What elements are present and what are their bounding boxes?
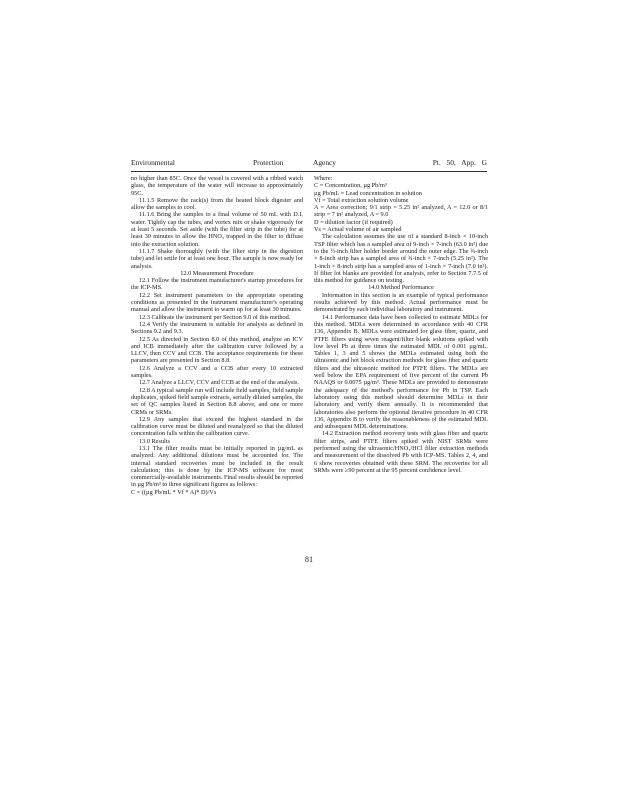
page-number: 81 [304, 555, 314, 564]
paragraph: 12.3 Calibrate the instrument per Section 9.0 of this method. [139, 313, 291, 321]
paragraph: 12.1 Follow the instrument manufacturer's startup procedures for the ICP-MS. [131, 277, 303, 292]
paragraph: A = Area correction; 9/1 strip = 5.25 in² analyzed, A = 12.0 or 8/1 strip = 7 in² analyzed, A = 9.0 [314, 204, 488, 219]
left-text-column [131, 175, 303, 496]
paragraph: no higher than 85C. Once the vessel is covered with a ribbed watch glass, the temperature of the water will increase to approximately 95C. [131, 175, 303, 197]
paragraph: Information in this section is an example of typical performance results achieved by this method. Actual performance must be demonstrated by each individual laboratory and instrument. [314, 291, 488, 314]
header-agency-a: Environmental [131, 158, 175, 167]
paragraph: 12.0 Measurement Procedure [180, 269, 254, 277]
paragraph: 14.2 Extraction method recovery tests with glass fiber and quartz filter strips, and PTFE filters spiked with NIST SRMs were performed using the ultrasonic/HNO₃/HCl filter extraction methods and measurement of the dissolved Pb with ICP-MS. Tables 2, 4, and 6 show recoveries obtained with these SRM. The recoveries for all SRMs were ≥90 percent at the 95 percent confidence level. [314, 430, 488, 474]
paragraph: 14.1 Performance data have been collected to estimate MDLs for this method. MDLs were determined in accordance with 40 CFR 136, Appendix B. MDLs were estimated for glass fiber, quartz, and PTFE filters using seven reagent/filter blank solutions spiked with low level Pb at three times the estimated MDL of 0.001 µg/mL. Tables 1, 3 and 5 shows the MDLs estimated using both the ultrasonic and hot block extraction methods for glass fiber and quartz filters and the ultrasonic method for PTFE filters. The MDLs are well below the EPA requirement of five percent of the current Pb NAAQS or 0.0075 µg/m³. These MDLs are provided to demonstrate the adequacy of the method's performance for Pb in TSP. Each laboratory using this method should determine MDLs in their laboratory and verify them annually. It is recommended that laboratories also perform the optional iterative procedure in 40 CFR 136, Appendix B to verify the reasonableness of the estimated MDL and subsequent MDL determinations. [314, 313, 488, 431]
running-header [131, 157, 487, 169]
header-rule [131, 171, 487, 172]
paragraph: Vs = Actual volume of air sampled [314, 226, 402, 234]
paragraph: 13.0 Results [139, 437, 170, 445]
paragraph: 13.1 The filter results must be initially reported in µg/mL as analyzed. Any additional dilutions must be accounted for. The internal standard recoveries must be included in the result calculation; this is done by the ICP-MS software for most commercially-available instruments. Final results should be reported in µg Pb/m³ to three significant figures as follows: [131, 444, 303, 489]
paragraph: 12.8 A typical sample run will include field samples, field sample duplicates, spiked field sample extracts, serially diluted samples, the set of QC samples listed in Section 8.8 above, and one or more CRMs or SRMs. [131, 386, 303, 416]
paragraph: µg Pb/mL = Lead concentration in solution [314, 189, 422, 197]
paragraph: 12.7 Analyze a LLCV, CCV and CCB at the end of the analysis. [139, 379, 299, 387]
paragraph: 12.9 Any samples that exceed the highest standard in the calibration curve must be diluted and reanalyzed so that the diluted concentration falls within the calibration curve. [131, 415, 303, 438]
paragraph: Vf = Total extraction solution volume [314, 196, 409, 204]
paragraph: C = Concentration, µg Pb/m³ [314, 182, 387, 190]
paragraph: 12.6 Analyze a CCV and a CCB after every 10 extracted samples. [131, 364, 303, 380]
paragraph: C = ((µg Pb/mL * Vf * A)* D)/Vs [131, 488, 217, 496]
header-agency-b: Protection [253, 158, 284, 167]
paragraph: Where: [314, 175, 333, 182]
paragraph: 14.0 Method Performance [368, 284, 434, 292]
header-agency-c: Agency [313, 158, 336, 167]
paragraph: D = dilution factor (if required) [314, 218, 393, 226]
right-text-column [314, 175, 488, 474]
paragraph: 11.1.5 Remove the rack(s) from the heated block digester and allow the samples to cool. [131, 196, 303, 212]
paragraph: 12.5 As directed in Section 8.0 of this method, analyze an ICV and ICB immediately after the calibration curve followed by a LLCV, then CCV and CCB. The acceptance requirements for these parameters are presented in Section 8.8. [131, 335, 303, 365]
paragraph: The calculation assumes the use of a standard 8-inch × 10-inch TSP filter which has a sampled area of 9-inch × 7-inch (63.0 in²) due to the ½-inch filter holder border around the outer edge. The ¾-inch × 8-inch strip has a sampled area of ¾-inch × 7-inch (5.25 in²). The 1-inch × 8-inch strip has a sampled area of 1-inch × 7-inch (7.0 in²). If filter lot blanks are provided for analysis, refer to Section 7.7.5 of this method for guidance on testing. [314, 233, 488, 285]
paragraph: 11.1.7 Shake thoroughly (with the filter strip in the digestion tube) and let settle for at least one hour. The sample is now ready for analysis. [131, 247, 303, 270]
paragraph: 11.1.6 Bring the samples to a final volume of 50 mL with D.I. water. Tightly cap the tubes, and vortex mix or shake vigorously for at least 5 seconds. Set aside (with the filter strip in the tube) for at least 30 minutes to allow the HNO₃ trapped in the filter to diffuse into the extraction solution. [131, 211, 303, 248]
paragraph: 12.2 Set instrument parameters to the appropriate operating conditions as presented in the instrument manufacturer's operating manual and allow the instrument to warm up for at least 30 minutes. [131, 291, 303, 314]
paragraph: 12.4 Verify the instrument is suitable for analysis as defined in Sections 9.2 and 9.3. [131, 320, 303, 336]
header-part-reference: Pt. 50, App. G [432, 158, 487, 167]
